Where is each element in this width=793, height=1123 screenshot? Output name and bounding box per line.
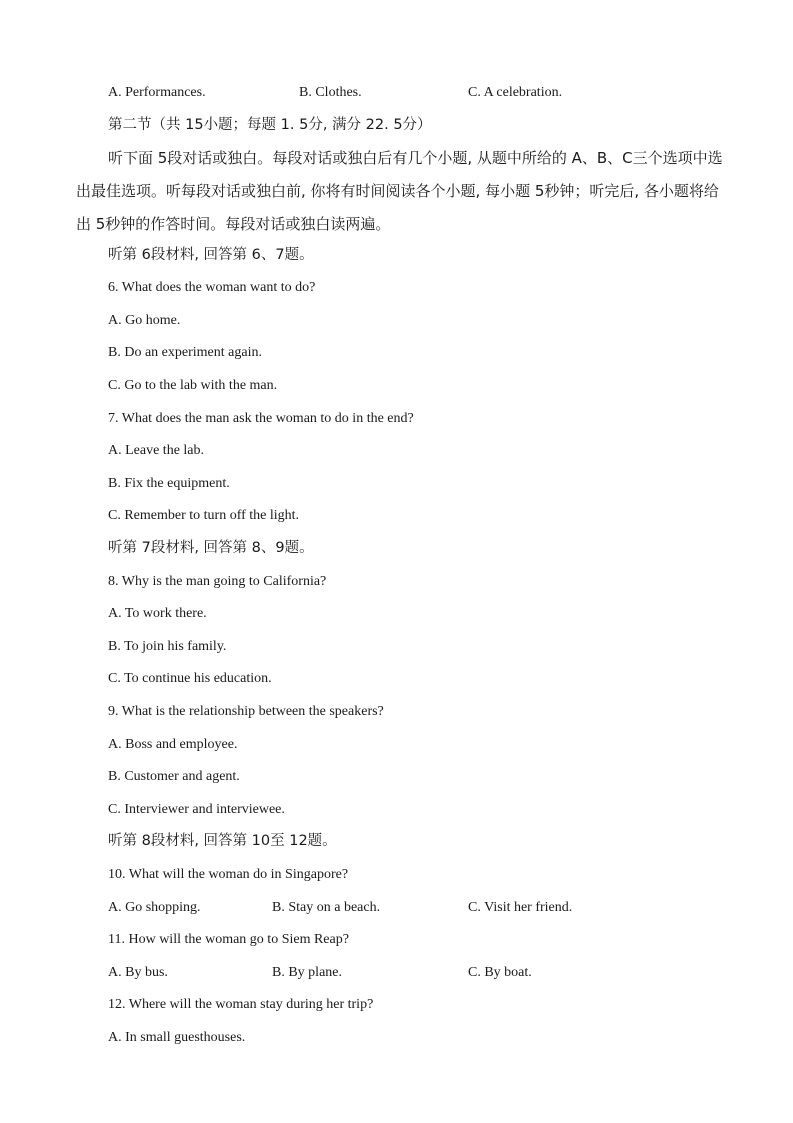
material8-intro: 听第 8段材料, 回答第 10至 12题。 [108,833,337,849]
question-8-option-b: B. To join his family. [108,639,227,654]
question-10-option-a: A. Go shopping. [108,900,201,915]
question-11-option-a: A. By bus. [108,965,168,980]
question-6-option-c: C. Go to the lab with the man. [108,378,278,393]
material6-intro: 听第 6段材料, 回答第 6、7题。 [108,247,314,263]
question-8-option-c: C. To continue his education. [108,671,272,686]
question-8: 8. Why is the man going to California? [108,574,327,589]
top-option-c: C. A celebration. [468,85,563,100]
section-header: 第二节（共 15小题；每题 1. 5分, 满分 22. 5分） [108,117,432,133]
question-11: 11. How will the woman go to Siem Reap? [108,932,349,947]
material7-intro: 听第 7段材料, 回答第 8、9题。 [108,540,314,556]
question-12-option-a: A. In small guesthouses. [108,1030,246,1045]
question-9: 9. What is the relationship between the speakers? [108,704,384,719]
question-10: 10. What will the woman do in Singapore? [108,867,349,882]
question-6: 6. What does the woman want to do? [108,280,316,295]
question-9-option-b: B. Customer and agent. [108,769,240,784]
question-8-option-a: A. To work there. [108,606,207,621]
question-7-option-c: C. Remember to turn off the light. [108,508,300,523]
question-10-option-c: C. Visit her friend. [468,900,573,915]
question-12: 12. Where will the woman stay during her trip? [108,997,374,1012]
question-7-option-b: B. Fix the equipment. [108,476,230,491]
question-10-option-b: B. Stay on a beach. [272,900,381,915]
question-7: 7. What does the man ask the woman to do in the end? [108,411,414,426]
top-option-b: B. Clothes. [299,85,362,100]
question-9-option-a: A. Boss and employee. [108,737,238,752]
question-6-option-a: A. Go home. [108,313,181,328]
question-11-option-c: C. By boat. [468,965,532,980]
instructions-paragraph: 听下面 5段对话或独白。每段对话或独白后有几个小题, 从题中所给的 A、B、C三个选项中选出最佳选项。听每段对话或独白前, 你将有时间阅读各个小题, 每小题 5秒钟；听完后, 各小题将给出 5秒钟的作答时间。每段对话或独白读两遍。 [76,149,723,233]
question-9-option-c: C. Interviewer and interviewee. [108,802,285,817]
question-6-option-b: B. Do an experiment again. [108,345,262,360]
question-7-option-a: A. Leave the lab. [108,443,205,458]
question-11-option-b: B. By plane. [272,965,342,980]
top-option-a: A. Performances. [108,85,206,100]
